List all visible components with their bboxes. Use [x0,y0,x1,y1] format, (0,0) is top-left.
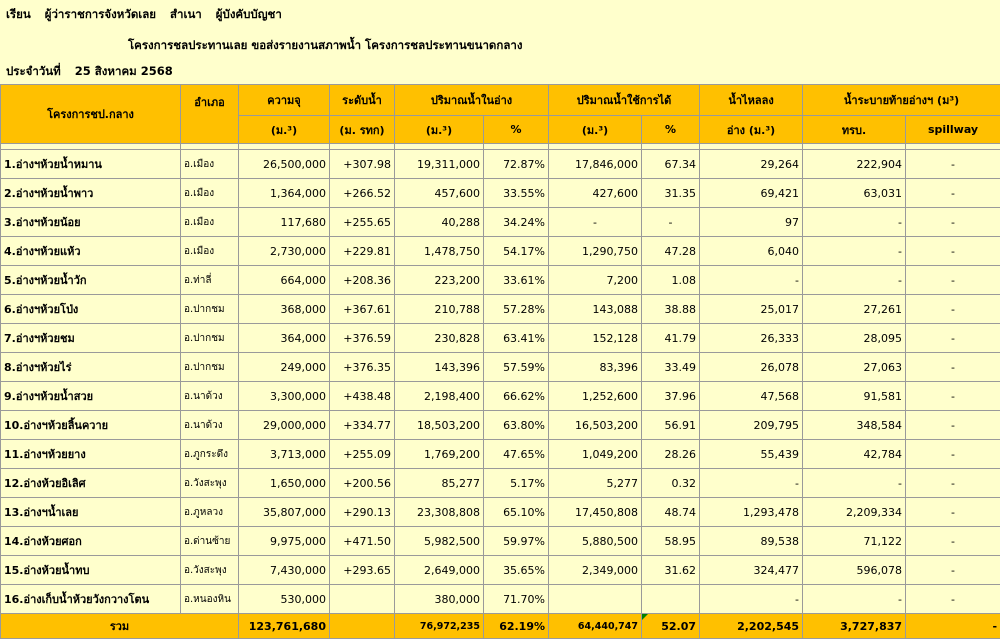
cell-usable-percent: 38.88 [642,295,700,324]
storage-unit: (ม.³) [395,116,484,144]
cell-project-name: 6.อ่างฯห้วยโป่ง [1,295,181,324]
cell-water-level: +438.48 [330,382,395,411]
cell-capacity: 1,364,000 [239,179,330,208]
cell-water-level: +307.98 [330,150,395,179]
total-row [1,614,1000,639]
cell-project-name: 2.อ่างฯห้วยน้ำพาว [1,179,181,208]
cell-inflow: 1,293,478 [700,498,803,527]
cell-usable-volume: 152,128 [549,324,642,353]
table-row [1,527,1000,556]
cell-water-level [330,585,395,614]
cell-usable-percent: 47.28 [642,237,700,266]
cell-storage-volume: 143,396 [395,353,484,382]
cell-inflow: 89,538 [700,527,803,556]
cell-outflow-spillway: - [906,556,1000,585]
cell-outflow-gate: 91,581 [803,382,906,411]
cell-usable-volume: 1,290,750 [549,237,642,266]
cell-storage-percent: 63.80% [484,411,549,440]
col-level-header: ระดับน้ำ [330,85,395,116]
table-row [1,237,1000,266]
copy-recipient: ผู้บังคับบัญชา [216,7,282,21]
cell-water-level: +255.09 [330,440,395,469]
cell-capacity: 7,430,000 [239,556,330,585]
cell-outflow-spillway: - [906,150,1000,179]
cell-outflow-spillway: - [906,324,1000,353]
cell-storage-volume: 23,308,808 [395,498,484,527]
cell-water-level: +293.65 [330,556,395,585]
cell-project-name: 1.อ่างฯห้วยน้ำหมาน [1,150,181,179]
cell-usable-percent: 48.74 [642,498,700,527]
cell-district: อ.ภูหลวง [181,498,239,527]
cell-outflow-spillway: - [906,440,1000,469]
cell-district: อ.เมือง [181,150,239,179]
table-row [1,324,1000,353]
cell-capacity: 530,000 [239,585,330,614]
cell-district: อ.ปากชม [181,324,239,353]
cell-inflow: 6,040 [700,237,803,266]
cell-outflow-gate: 28,095 [803,324,906,353]
cell-storage-percent: 33.61% [484,266,549,295]
cell-outflow-gate: 71,122 [803,527,906,556]
capacity-unit: (ม.³) [239,116,330,144]
outflow-spillway-header: spillway [906,116,1000,144]
usable-unit: (ม.³) [549,116,642,144]
cell-district: อ.วังสะพุง [181,556,239,585]
cell-usable-percent: 41.79 [642,324,700,353]
addressee-line [6,6,282,24]
cell-water-level: +334.77 [330,411,395,440]
cell-usable-volume: 143,088 [549,295,642,324]
cell-outflow-spillway: - [906,237,1000,266]
cell-storage-volume: 5,982,500 [395,527,484,556]
cell-district: อ.หนองหิน [181,585,239,614]
inflow-unit: อ่าง (ม.³) [700,116,803,144]
total-usable: 64,440,747 [549,614,642,639]
to-label: เรียน [6,7,31,21]
cell-outflow-gate: 63,031 [803,179,906,208]
cell-storage-percent: 47.65% [484,440,549,469]
usable-pct-header: % [642,116,700,144]
cell-storage-percent: 35.65% [484,556,549,585]
cell-usable-volume: 1,049,200 [549,440,642,469]
cell-capacity: 26,500,000 [239,150,330,179]
cell-district: อ.ด่านซ้าย [181,527,239,556]
cell-project-name: 4.อ่างฯห้วยแห้ว [1,237,181,266]
cell-storage-volume: 457,600 [395,179,484,208]
cell-project-name: 14.อ่างห้วยศอก [1,527,181,556]
cell-outflow-spillway: - [906,498,1000,527]
cell-capacity: 364,000 [239,324,330,353]
cell-capacity: 3,300,000 [239,382,330,411]
cell-capacity: 117,680 [239,208,330,237]
total-storage-pct: 62.19% [484,614,549,639]
cell-storage-volume: 380,000 [395,585,484,614]
cell-water-level: +290.13 [330,498,395,527]
cell-outflow-gate: - [803,266,906,295]
to-recipient: ผู้ว่าราชการจังหวัดเลย [45,7,156,21]
cell-inflow: 324,477 [700,556,803,585]
cell-capacity: 29,000,000 [239,411,330,440]
cell-storage-volume: 2,649,000 [395,556,484,585]
cell-usable-volume: 17,846,000 [549,150,642,179]
table-row [1,498,1000,527]
cell-outflow-spillway: - [906,469,1000,498]
col-inflow-header: น้ำไหลลง [700,85,803,116]
cell-water-level: +376.35 [330,353,395,382]
level-unit: (ม. รทก) [330,116,395,144]
cell-water-level: +367.61 [330,295,395,324]
cell-outflow-spillway: - [906,266,1000,295]
total-inflow: 2,202,545 [700,614,803,639]
cell-inflow: 47,568 [700,382,803,411]
reservoir-rows [1,144,1000,614]
cell-project-name: 8.อ่างฯห้วยไร่ [1,353,181,382]
cell-project-name: 16.อ่างเก็บน้ำห้วยวังกวางโตน [1,585,181,614]
cell-outflow-spillway: - [906,295,1000,324]
col-project-header: โครงการชป.กลาง [1,85,181,144]
cell-storage-percent: 34.24% [484,208,549,237]
cell-district: อ.เมือง [181,208,239,237]
cell-storage-percent: 57.28% [484,295,549,324]
cell-inflow: 69,421 [700,179,803,208]
cell-usable-percent: 31.62 [642,556,700,585]
total-capacity: 123,761,680 [239,614,330,639]
outflow-gate-header: ทรบ. [803,116,906,144]
cell-outflow-gate: 596,078 [803,556,906,585]
cell-outflow-spillway: - [906,179,1000,208]
cell-storage-percent: 57.59% [484,353,549,382]
cell-capacity: 2,730,000 [239,237,330,266]
cell-usable-volume: 83,396 [549,353,642,382]
total-label: รวม [1,614,239,639]
cell-project-name: 9.อ่างฯห้วยน้ำสวย [1,382,181,411]
cell-inflow: 97 [700,208,803,237]
cell-project-name: 5.อ่างฯห้วยน้ำวัก [1,266,181,295]
cell-district: อ.เมือง [181,179,239,208]
cell-usable-volume: 7,200 [549,266,642,295]
cell-storage-percent: 5.17% [484,469,549,498]
table-row [1,556,1000,585]
reservoir-table [0,84,1000,639]
table-row [1,208,1000,237]
cell-project-name: 10.อ่างฯห้วยลิ้นควาย [1,411,181,440]
date-label: ประจำวันที่ [6,64,61,78]
copy-label: สำเนา [170,7,202,21]
cell-outflow-gate: 27,063 [803,353,906,382]
cell-outflow-gate: 42,784 [803,440,906,469]
table-row [1,469,1000,498]
cell-outflow-spillway: - [906,353,1000,382]
cell-district: อ.ปากชม [181,353,239,382]
cell-storage-percent: 63.41% [484,324,549,353]
cell-storage-volume: 1,478,750 [395,237,484,266]
cell-water-level: +200.56 [330,469,395,498]
cell-water-level: +471.50 [330,527,395,556]
cell-water-level: +208.36 [330,266,395,295]
cell-inflow: 29,264 [700,150,803,179]
cell-usable-volume: 1,252,600 [549,382,642,411]
cell-usable-percent: 33.49 [642,353,700,382]
cell-inflow: 26,333 [700,324,803,353]
cell-capacity: 249,000 [239,353,330,382]
cell-outflow-gate: - [803,208,906,237]
cell-capacity: 1,650,000 [239,469,330,498]
cell-outflow-gate: 222,904 [803,150,906,179]
cell-storage-percent: 54.17% [484,237,549,266]
cell-usable-percent [642,585,700,614]
cell-usable-percent: 67.34 [642,150,700,179]
cell-outflow-spillway: - [906,527,1000,556]
date-value: 25 สิงหาคม 2568 [75,64,173,78]
cell-district: อ.นาด้วง [181,411,239,440]
cell-outflow-spillway: - [906,382,1000,411]
cell-storage-percent: 66.62% [484,382,549,411]
cell-usable-volume: 16,503,200 [549,411,642,440]
cell-storage-percent: 65.10% [484,498,549,527]
cell-capacity: 3,713,000 [239,440,330,469]
cell-usable-volume: 2,349,000 [549,556,642,585]
cell-project-name: 12.อ่างห้วยอิเลิศ [1,469,181,498]
cell-usable-percent: 31.35 [642,179,700,208]
cell-outflow-gate: - [803,237,906,266]
cell-usable-volume: - [549,208,642,237]
table-row [1,382,1000,411]
cell-district: อ.วังสะพุง [181,469,239,498]
cell-outflow-gate: 2,209,334 [803,498,906,527]
cell-usable-percent: 37.96 [642,382,700,411]
cell-storage-volume: 40,288 [395,208,484,237]
cell-storage-volume: 1,769,200 [395,440,484,469]
cell-usable-volume: 427,600 [549,179,642,208]
cell-capacity: 35,807,000 [239,498,330,527]
cell-storage-percent: 72.87% [484,150,549,179]
cell-outflow-gate: - [803,585,906,614]
col-capacity-header: ความจุ [239,85,330,116]
cell-water-level: +255.65 [330,208,395,237]
table-row [1,353,1000,382]
col-district-header: อำเภอ [181,85,239,144]
cell-usable-percent: 58.95 [642,527,700,556]
cell-outflow-gate: - [803,469,906,498]
cell-usable-percent: 28.26 [642,440,700,469]
col-usable-header: ปริมาณน้ำใช้การได้ [549,85,700,116]
cell-storage-percent: 59.97% [484,527,549,556]
total-outflow-gate: 3,727,837 [803,614,906,639]
storage-pct-header: % [484,116,549,144]
cell-capacity: 9,975,000 [239,527,330,556]
cell-usable-percent: 0.32 [642,469,700,498]
cell-storage-volume: 210,788 [395,295,484,324]
cell-capacity: 368,000 [239,295,330,324]
cell-outflow-gate: 27,261 [803,295,906,324]
col-outflow-header: น้ำระบายท้ายอ่างฯ (ม³) [803,85,1000,116]
cell-storage-volume: 85,277 [395,469,484,498]
cell-inflow: 26,078 [700,353,803,382]
cell-usable-volume: 5,277 [549,469,642,498]
cell-usable-volume: 17,450,808 [549,498,642,527]
cell-inflow: 209,795 [700,411,803,440]
cell-capacity: 664,000 [239,266,330,295]
cell-storage-percent: 71.70% [484,585,549,614]
col-storage-header: ปริมาณน้ำในอ่าง [395,85,549,116]
table-row [1,150,1000,179]
cell-outflow-spillway: - [906,585,1000,614]
cell-usable-percent: - [642,208,700,237]
cell-storage-volume: 18,503,200 [395,411,484,440]
table-row [1,179,1000,208]
cell-inflow: - [700,585,803,614]
cell-project-name: 3.อ่างฯห้วยน้อย [1,208,181,237]
cell-inflow: - [700,469,803,498]
cell-usable-percent: 1.08 [642,266,700,295]
total-usable-pct: 52.07 [642,614,700,639]
cell-project-name: 13.อ่างฯน้ำเลย [1,498,181,527]
cell-project-name: 11.อ่างฯห้วยยาง [1,440,181,469]
cell-storage-volume: 2,198,400 [395,382,484,411]
cell-outflow-spillway: - [906,208,1000,237]
total-storage: 76,972,235 [395,614,484,639]
cell-district: อ.ภูกระดึง [181,440,239,469]
cell-district: อ.นาด้วง [181,382,239,411]
project-line: โครงการชลประทานเลย ขอส่งรายงานสภาพน้ำ โครงการชลประทานขนาดกลาง [128,37,522,55]
cell-project-name: 15.อ่างห้วยน้ำทบ [1,556,181,585]
cell-storage-volume: 19,311,000 [395,150,484,179]
table-row [1,440,1000,469]
cell-usable-volume: 5,880,500 [549,527,642,556]
cell-water-level: +266.52 [330,179,395,208]
table-row [1,585,1000,614]
cell-project-name: 7.อ่างฯห้วยชม [1,324,181,353]
cell-district: อ.เมือง [181,237,239,266]
total-outflow-spillway: - [906,614,1000,639]
cell-usable-volume [549,585,642,614]
cell-inflow: 25,017 [700,295,803,324]
total-level [330,614,395,639]
cell-district: อ.ท่าลี่ [181,266,239,295]
table-row [1,295,1000,324]
cell-inflow: 55,439 [700,440,803,469]
cell-outflow-gate: 348,584 [803,411,906,440]
cell-storage-volume: 230,828 [395,324,484,353]
cell-district: อ.ปากชม [181,295,239,324]
cell-inflow: - [700,266,803,295]
cell-water-level: +229.81 [330,237,395,266]
date-line [6,63,173,81]
table-row [1,266,1000,295]
table-row [1,411,1000,440]
cell-storage-percent: 33.55% [484,179,549,208]
cell-water-level: +376.59 [330,324,395,353]
cell-usable-percent: 56.91 [642,411,700,440]
cell-storage-volume: 223,200 [395,266,484,295]
cell-outflow-spillway: - [906,411,1000,440]
